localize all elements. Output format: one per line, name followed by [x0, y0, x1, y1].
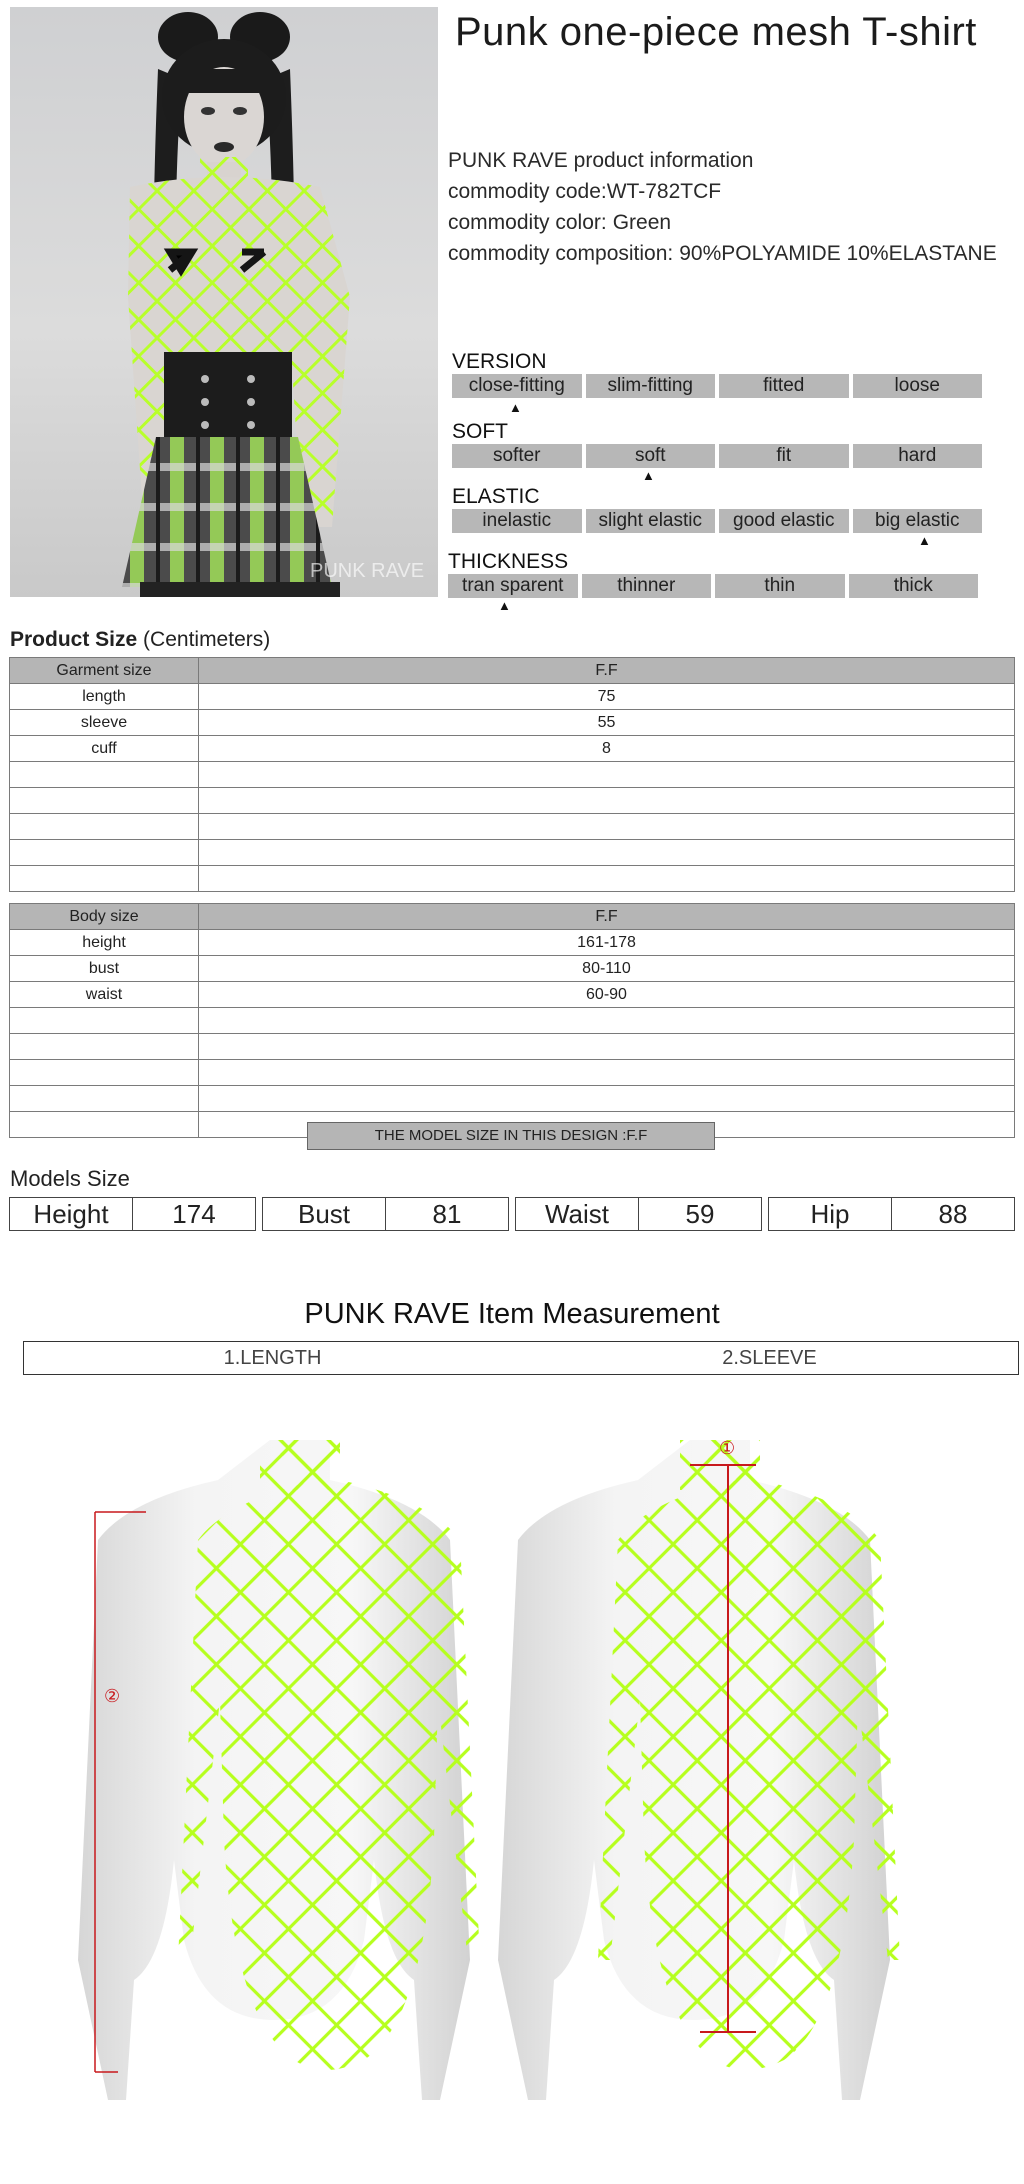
back-garment-view [498, 1440, 900, 2100]
measure-name-cell [10, 840, 199, 866]
soft-label: SOFT [452, 420, 508, 443]
table-header-cell: Garment size [10, 658, 199, 684]
thickness-option: thin [715, 574, 845, 598]
elastic-selected-marker: ▲ [918, 533, 931, 548]
elastic-option: good elastic [719, 509, 849, 533]
commodity-code-label: commodity code: [448, 180, 607, 203]
info-heading: PUNK RAVE product information [448, 149, 754, 172]
model-measure-name: Hip [769, 1198, 892, 1230]
model-measure [9, 1197, 256, 1231]
soft-option: hard [853, 444, 983, 468]
measure-value-cell [199, 840, 1015, 866]
body-size-table [9, 903, 1015, 1138]
commodity-code-row [448, 176, 997, 207]
model-size-note: THE MODEL SIZE IN THIS DESIGN :F.F [307, 1122, 715, 1150]
model-measure-value: 174 [172, 1199, 216, 1229]
product-title: Punk one-piece mesh T-shirt [455, 10, 977, 54]
measure-value-cell: 55 [199, 710, 1015, 736]
table-row [10, 1060, 1015, 1086]
table-header-cell: Body size [10, 904, 199, 930]
table-header-row [10, 658, 1015, 684]
commodity-color-row [448, 207, 997, 238]
version-label: VERSION [452, 350, 547, 373]
measure-value-cell: 60-90 [199, 982, 1015, 1008]
measure-value-cell [199, 788, 1015, 814]
measure-value-cell [199, 1034, 1015, 1060]
table-row [10, 956, 1015, 982]
elastic-option: slight elastic [586, 509, 716, 533]
commodity-composition-row [448, 238, 997, 269]
measure-name-cell [10, 762, 199, 788]
photo-watermark: PUNK RAVE [310, 560, 425, 582]
sleeve-marker: ② [104, 1686, 121, 1707]
measure-name-cell [10, 1060, 199, 1086]
product-size-heading [10, 628, 270, 652]
measure-name-cell [10, 866, 199, 892]
table-header-cell: F.F [199, 904, 1015, 930]
table-row [10, 866, 1015, 892]
length-marker: ① [719, 1438, 736, 1459]
measure-name-cell: length [10, 684, 199, 710]
measure-value-cell: 75 [199, 684, 1015, 710]
soft-option: fit [719, 444, 849, 468]
version-option: slim-fitting [586, 374, 716, 398]
measurement-items [23, 1341, 1019, 1375]
thickness-label: THICKNESS [448, 550, 569, 573]
measure-value-cell [199, 866, 1015, 892]
measurement-item-length: 1.LENGTH [223, 1347, 322, 1369]
measure-value-cell [199, 814, 1015, 840]
table-row [10, 814, 1015, 840]
version-scale [452, 350, 982, 415]
measure-value-cell: 80-110 [199, 956, 1015, 982]
model-measure [515, 1197, 762, 1231]
thickness-option: tran sparent [448, 574, 578, 598]
table-row [10, 684, 1015, 710]
measure-name-cell: bust [10, 956, 199, 982]
table-row [10, 762, 1015, 788]
measure-value-cell [199, 1086, 1015, 1112]
table-row [10, 710, 1015, 736]
measure-name-cell: waist [10, 982, 199, 1008]
elastic-option: inelastic [452, 509, 582, 533]
measurement-figures [0, 1400, 1024, 2140]
measure-value-cell [199, 1008, 1015, 1034]
thickness-selected-marker: ▲ [498, 598, 511, 613]
product-size-unit: (Centimeters) [143, 628, 271, 651]
model-measure-value: 59 [685, 1199, 715, 1229]
measure-name-cell: sleeve [10, 710, 199, 736]
models-size-label: Models Size [10, 1166, 130, 1191]
measure-value-cell [199, 762, 1015, 788]
elastic-option: big elastic [853, 509, 983, 533]
table-row [10, 1034, 1015, 1060]
soft-option: softer [452, 444, 582, 468]
table-row [10, 736, 1015, 762]
product-size-title: Product Size [10, 628, 138, 651]
table-row [10, 930, 1015, 956]
version-option: fitted [719, 374, 849, 398]
table-row [10, 982, 1015, 1008]
measure-name-cell [10, 814, 199, 840]
soft-option: soft [586, 444, 716, 468]
thickness-option: thinner [582, 574, 712, 598]
measurement-title: PUNK RAVE Item Measurement [304, 1298, 720, 1330]
version-selected-marker: ▲ [509, 400, 522, 415]
measure-name-cell [10, 1008, 199, 1034]
model-measure-name: Waist [516, 1198, 639, 1230]
table-header-cell: F.F [199, 658, 1015, 684]
commodity-color-label: commodity color: [448, 211, 607, 234]
table-row [10, 1086, 1015, 1112]
thickness-option: thick [849, 574, 979, 598]
commodity-composition-label: commodity composition: [448, 242, 674, 265]
measure-value-cell: 161-178 [199, 930, 1015, 956]
product-photo [10, 7, 438, 597]
model-measure-value: 81 [432, 1199, 462, 1229]
front-garment-view [78, 1440, 480, 2100]
measure-value-cell: 8 [199, 736, 1015, 762]
model-measure [768, 1197, 1015, 1231]
table-row [10, 788, 1015, 814]
measure-name-cell: cuff [10, 736, 199, 762]
measure-name-cell [10, 1086, 199, 1112]
product-information [448, 145, 997, 269]
commodity-composition-value: 90%POLYAMIDE 10%ELASTANE [679, 242, 997, 265]
soft-selected-marker: ▲ [642, 468, 655, 483]
version-option: close-fitting [452, 374, 582, 398]
model-measure [262, 1197, 509, 1231]
measure-name-cell [10, 1034, 199, 1060]
elastic-scale [452, 485, 982, 548]
garment-size-table [9, 657, 1015, 892]
measure-name-cell [10, 1112, 199, 1138]
measure-name-cell [10, 788, 199, 814]
commodity-code-value: WT-782TCF [606, 180, 722, 203]
model-measure-name: Height [10, 1198, 133, 1230]
measurement-item-sleeve: 2.SLEEVE [722, 1347, 817, 1369]
commodity-color-value: Green [612, 211, 672, 234]
thickness-scale [448, 550, 978, 613]
table-row [10, 1008, 1015, 1034]
measure-value-cell [199, 1060, 1015, 1086]
model-measure-name: Bust [263, 1198, 386, 1230]
elastic-label: ELASTIC [452, 485, 540, 508]
version-option: loose [853, 374, 983, 398]
models-size-row [9, 1197, 1015, 1231]
table-row [10, 840, 1015, 866]
measure-name-cell: height [10, 930, 199, 956]
table-header-row [10, 904, 1015, 930]
soft-scale [452, 420, 982, 483]
model-measure-value: 88 [938, 1199, 968, 1229]
